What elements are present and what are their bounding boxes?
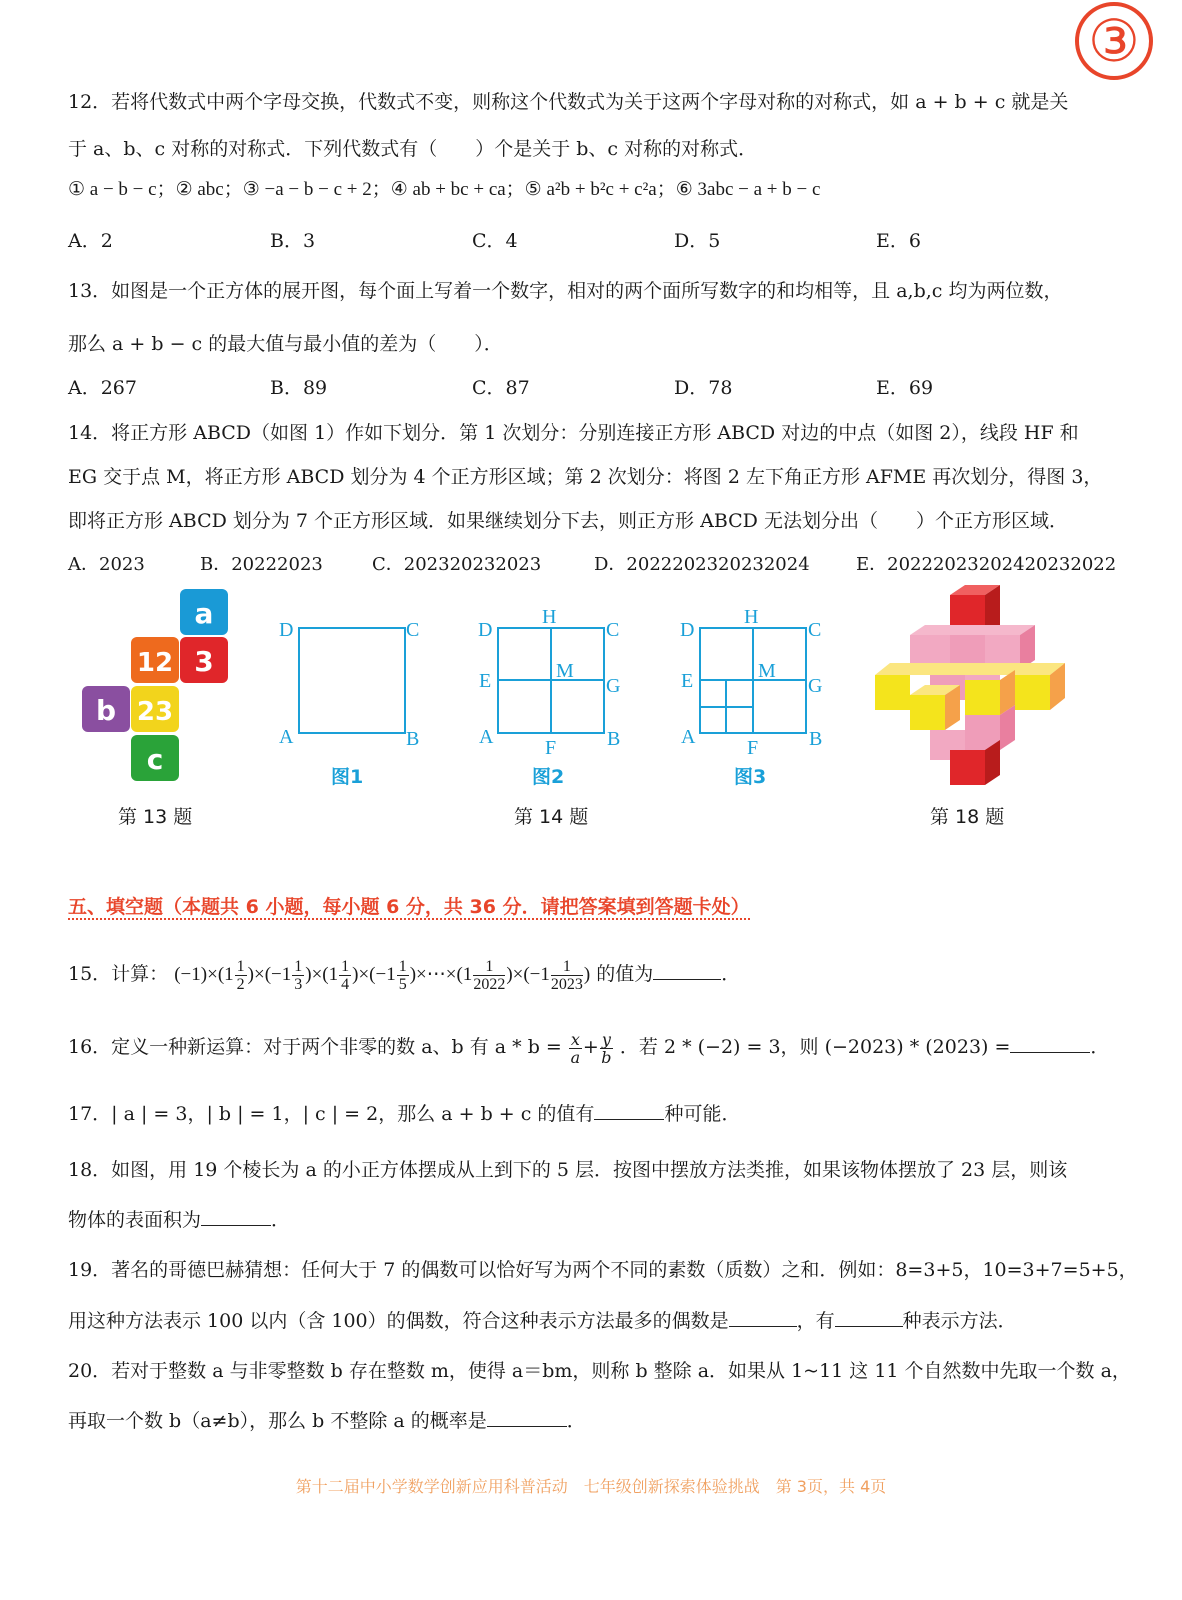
stacked-cubes-figure xyxy=(870,585,1075,790)
fig2-label-g: G xyxy=(606,675,621,697)
face-3-label: 3 xyxy=(194,645,214,678)
q18-line1: 18．如图，用 19 个棱长为 a 的小正方体摆成从上到下的 5 层．按图中摆放方法类推，如果该物体摆放了 23 层，则该 xyxy=(68,1159,1068,1181)
fig1-tag: 图1 xyxy=(331,766,364,788)
q14-option-b: B．20222023 xyxy=(200,554,323,575)
caption-q18: 第 18 题 xyxy=(930,806,1005,828)
fig3-label-e: E xyxy=(681,670,694,692)
fig2-tag: 图2 xyxy=(532,766,565,788)
q13-option-b: B．89 xyxy=(270,377,328,399)
face-23-label: 23 xyxy=(136,697,174,727)
q12-option-e: E．6 xyxy=(876,230,921,252)
fig3-label-d: D xyxy=(680,619,695,641)
q14-option-e: E．20222023202420232022 xyxy=(856,554,1117,575)
q14-line2: EG 交于点 M，将正方形 ABCD 划分为 4 个正方形区域；第 2 次划分：将图 2 左下角正方形 AFME 再次划分，得图 3， xyxy=(68,466,1103,488)
q19-line2: 用这种方法表示 100 以内（含 100）的偶数，符合这种表示方法最多的偶数是 ，有 种表示方法． xyxy=(68,1310,1017,1332)
fig2-label-h: H xyxy=(542,606,557,628)
fig2-label-c: C xyxy=(606,619,620,641)
q15-line: 15．计算： (−1)×(1 $\frac{1}{2}$ )×(−1 $\frac{1}{3}$ )×(1 $\frac{1}{4}$ )×(−1 $\frac{1}{5}$ )×⋯×(1 $\frac{1}{2022}$ )×(−1 $\frac{1}{2023}$ ) 的值为 ． xyxy=(68,958,741,994)
q12-option-c: C．4 xyxy=(472,230,518,252)
fig3-label-a: A xyxy=(681,726,696,748)
q17-line: 17．| a | = 3，| b | = 1，| c | = 2，那么 a + b + c 的值有 种可能． xyxy=(68,1103,741,1125)
q18-line2: 物体的表面积为 ． xyxy=(68,1209,291,1231)
figure-3 xyxy=(678,603,833,793)
fig1-label-c: C xyxy=(406,619,420,641)
fig3-label-c: C xyxy=(808,619,822,641)
fig2-label-m: M xyxy=(556,660,574,682)
fig2-label-f: F xyxy=(545,737,557,759)
fig1-label-d: D xyxy=(279,619,294,641)
figure-1 xyxy=(275,612,425,792)
q13-line1: 13．如图是一个正方体的展开图，每个面上写着一个数字，相对的两个面所写数字的和均相等，且 a,b,c 均为两位数， xyxy=(68,280,1063,302)
fig3-label-b: B xyxy=(809,728,823,750)
q20-line2: 再取一个数 b（a≠b），那么 b 不整除 a 的概率是 ． xyxy=(68,1410,586,1432)
q12-line1: 12．若将代数式中两个字母交换，代数式不变，则称这个代数式为关于这两个字母对称的对称式，如 a + b + c 就是关 xyxy=(68,91,1069,113)
q13-option-c: C．87 xyxy=(472,377,530,399)
fig3-label-g: G xyxy=(808,675,823,697)
q12-option-d: D．5 xyxy=(674,230,721,252)
fig3-label-m: M xyxy=(758,660,776,682)
q14-option-c: C．202320232023 xyxy=(372,554,542,575)
fig3-tag: 图3 xyxy=(734,766,767,788)
q12-line2: 于 a、b、c 对称的对称式．下列代数式有（ ）个是关于 b、c 对称的对称式． xyxy=(68,138,758,160)
q14-line3: 即将正方形 ABCD 划分为 7 个正方形区域．如果继续划分下去，则正方形 ABCD 无法划分出（ ）个正方形区域． xyxy=(68,510,1068,532)
q12-expressions: ① a − b − c；② abc；③ −a − b − c + 2；④ ab + bc + ca；⑤ a²b + b²c + c²a；⑥ 3abc − a + b − c xyxy=(68,179,821,200)
q12-option-b: B．3 xyxy=(270,230,316,252)
q13-option-a: A．267 xyxy=(68,377,137,399)
page-number-badge: ③ xyxy=(1075,2,1153,80)
q19-line1: 19．著名的哥德巴赫猜想：任何大于 7 的偶数可以恰好写为两个不同的素数（质数）之和．例如：8=3+5，10=3+7=5+5， xyxy=(68,1259,1138,1281)
q13-option-e: E．69 xyxy=(876,377,934,399)
fig1-label-b: B xyxy=(406,728,420,750)
caption-q13: 第 13 题 xyxy=(118,806,193,828)
q14-option-d: D．2022202320232024 xyxy=(594,554,810,575)
q16-line: 16．定义一种新运算：对于两个非零的数 a、b 有 a * b = $\frac{x}{a}$ + $\frac{y}{b}$ ．若 2 * (−2) = 3，则 (−2023) * (2023) = ． xyxy=(68,1029,1110,1067)
fig2-label-d: D xyxy=(478,619,493,641)
q13-option-d: D．78 xyxy=(674,377,733,399)
figure-2 xyxy=(476,603,631,793)
fig2-label-b: B xyxy=(607,728,621,750)
fig2-label-a: A xyxy=(479,726,494,748)
q12-option-a: A．2 xyxy=(68,230,113,252)
fig1-label-a: A xyxy=(279,726,294,748)
q14-option-a: A．2023 xyxy=(68,554,145,575)
face-c-label: c xyxy=(146,743,164,776)
face-a-label: a xyxy=(194,597,214,630)
cube-net-figure xyxy=(78,585,238,790)
q14-line1: 14．将正方形 ABCD（如图 1）作如下划分．第 1 次划分：分别连接正方形 ABCD 对边的中点（如图 2），线段 HF 和 xyxy=(68,422,1079,444)
q13-line2: 那么 a + b − c 的最大值与最小值的差为（ ）． xyxy=(68,333,503,355)
fig3-label-h: H xyxy=(744,606,759,628)
caption-q14: 第 14 题 xyxy=(514,806,589,828)
fig2-label-e: E xyxy=(479,670,492,692)
section-5-heading: 五、填空题（本题共 6 小题，每小题 6 分，共 36 分．请把答案填到答题卡处） xyxy=(68,896,750,918)
face-12-label: 12 xyxy=(136,648,174,678)
fig3-label-f: F xyxy=(747,737,759,759)
q20-line1: 20．若对于整数 a 与非零整数 b 存在整数 m，使得 a＝bm，则称 b 整除 a．如果从 1~11 这 11 个自然数中先取一个数 a， xyxy=(68,1360,1131,1382)
face-b-label: b xyxy=(95,694,117,727)
page-footer: 第十二届中小学数学创新应用科普活动 七年级创新探索体验挑战 第 3页，共 4页 xyxy=(295,1477,887,1496)
